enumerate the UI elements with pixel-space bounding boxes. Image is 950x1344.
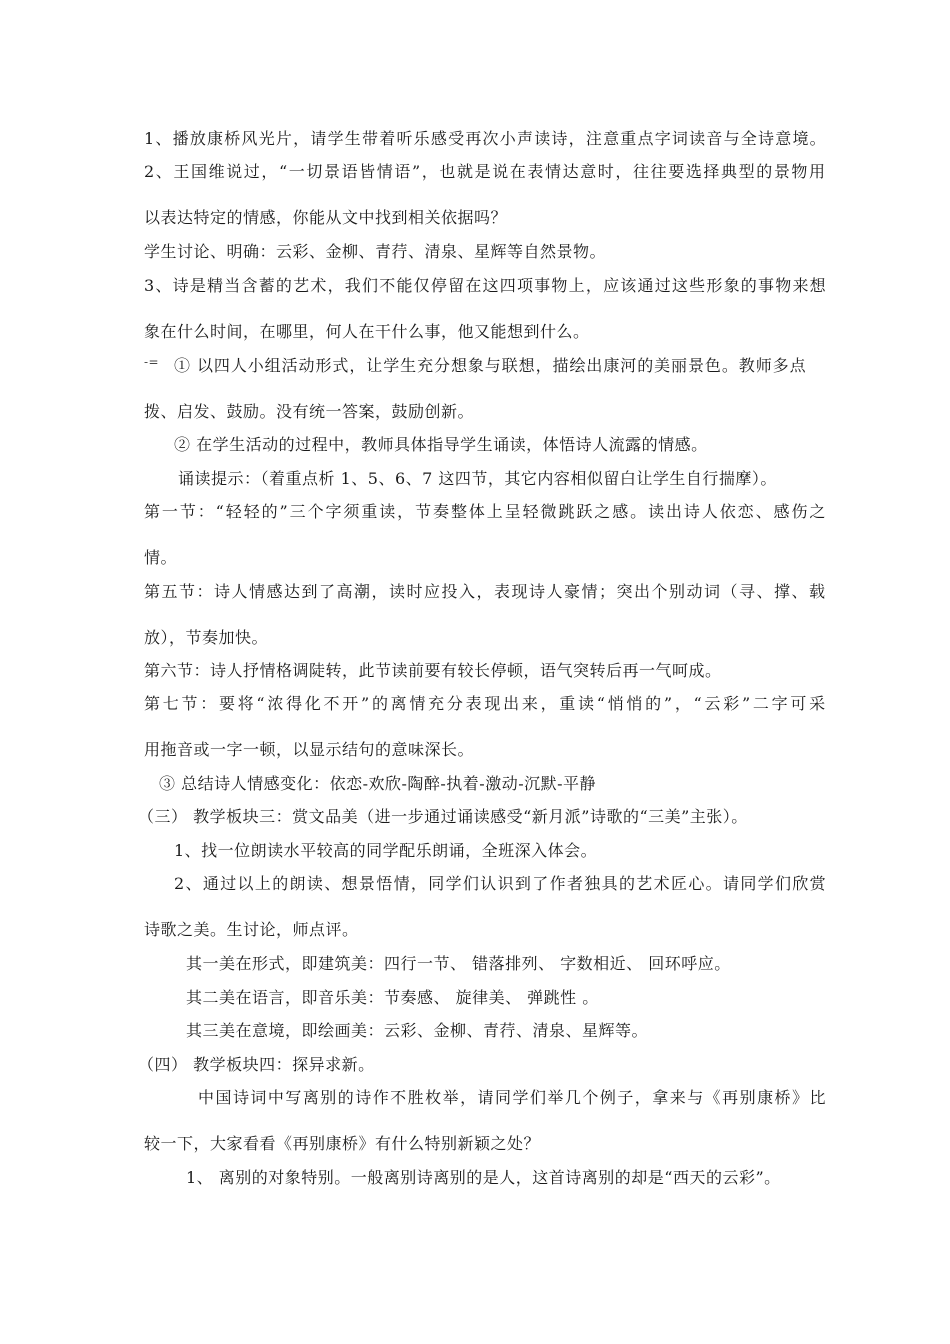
text-line: 1、播放康桥风光片，请学生带着听乐感受再次小声读诗，注意重点字词读音与全诗意境。 — [144, 129, 827, 148]
text-line: 情。 — [144, 548, 178, 567]
text-line: 用拖音或一字一顿，以显示结句的意味深长。 — [144, 740, 475, 759]
text-line: 中国诗词中写离别的诗作不胜枚举，请同学们举几个例子，拿来与《再别康桥》比 — [198, 1088, 827, 1107]
text-line: 其一美在形式，即建筑美：四行一节、 错落排列、 字数相近、 回环呼应。 — [186, 954, 731, 973]
text-line: 放），节奏加快。 — [144, 628, 269, 647]
text-line: 1、 离别的对象特别。一般离别诗离别的是人，这首诗离别的却是“西天的云彩”。 — [186, 1168, 781, 1187]
margin-mark: -= — [144, 355, 160, 369]
text-line: 较一下，大家看看《再别康桥》有什么特别新颖之处？ — [144, 1134, 541, 1153]
text-line: 第七节：要将“浓得化不开”的离情充分表现出来，重读“悄悄的”，“云彩”二字可采 — [144, 694, 828, 713]
text-line: （四） 教学板块四：探异求新。 — [138, 1055, 375, 1074]
text-line: 其二美在语言，即音乐美：节奏感、 旋律美、 弹跳性 。 — [186, 988, 599, 1007]
text-line: 1、找一位朗读水平较高的同学配乐朗诵，全班深入体会。 — [174, 841, 598, 860]
text-line: 第一节：“轻轻的”三个字须重读，节奏整体上呈轻微跳跃之感。读出诗人依恋、感伤之 — [144, 502, 828, 521]
text-line: 以表达特定的情感，你能从文中找到相关依据吗？ — [144, 208, 508, 227]
text-line: ① 以四人小组活动形式，让学生充分想象与联想，描绘出康河的美丽景色。教师多点 — [174, 356, 807, 375]
text-line: 学生讨论、明确：云彩、金柳、青荇、清泉、星辉等自然景物。 — [144, 242, 607, 261]
text-line: 其三美在意境，即绘画美：云彩、金柳、青荇、清泉、星辉等。 — [186, 1021, 649, 1040]
text-line: 2、王国维说过，“一切景语皆情语”，也就是说在表情达意时，往往要选择典型的景物用 — [144, 162, 827, 181]
text-line: 第六节：诗人抒情格调陡转，此节读前要有较长停顿，语气突转后再一气呵成。 — [144, 661, 722, 680]
text-line: 诵读提示：（着重点析 1、5、6、7 这四节，其它内容相似留白让学生自行揣摩）。 — [178, 469, 777, 488]
text-line: ② 在学生活动的过程中，教师具体指导学生诵读，体悟诗人流露的情感。 — [174, 435, 708, 454]
text-line: （三） 教学板块三：赏文品美（进一步通过诵读感受“新月派”诗歌的“三美”主张）。 — [138, 807, 748, 826]
text-line: ③ 总结诗人情感变化：依恋-欢欣-陶醉-执着-激动-沉默-平静 — [159, 774, 597, 793]
text-line: 第五节：诗人情感达到了高潮，读时应投入，表现诗人豪情；突出个别动词（寻、撑、载 — [144, 582, 827, 601]
text-line: 3、诗是精当含蓄的艺术，我们不能仅停留在这四项事物上，应该通过这些形象的事物来想 — [144, 276, 827, 295]
text-line: 拨、启发、鼓励。没有统一答案，鼓励创新。 — [144, 402, 475, 421]
text-line: 象在什么时间，在哪里，何人在干什么事，他又能想到什么。 — [144, 322, 590, 341]
text-line: 诗歌之美。生讨论，师点评。 — [144, 920, 359, 939]
text-line: 2、通过以上的朗读、想景悟情，同学们认识到了作者独具的艺术匠心。请同学们欣赏 — [174, 874, 828, 893]
